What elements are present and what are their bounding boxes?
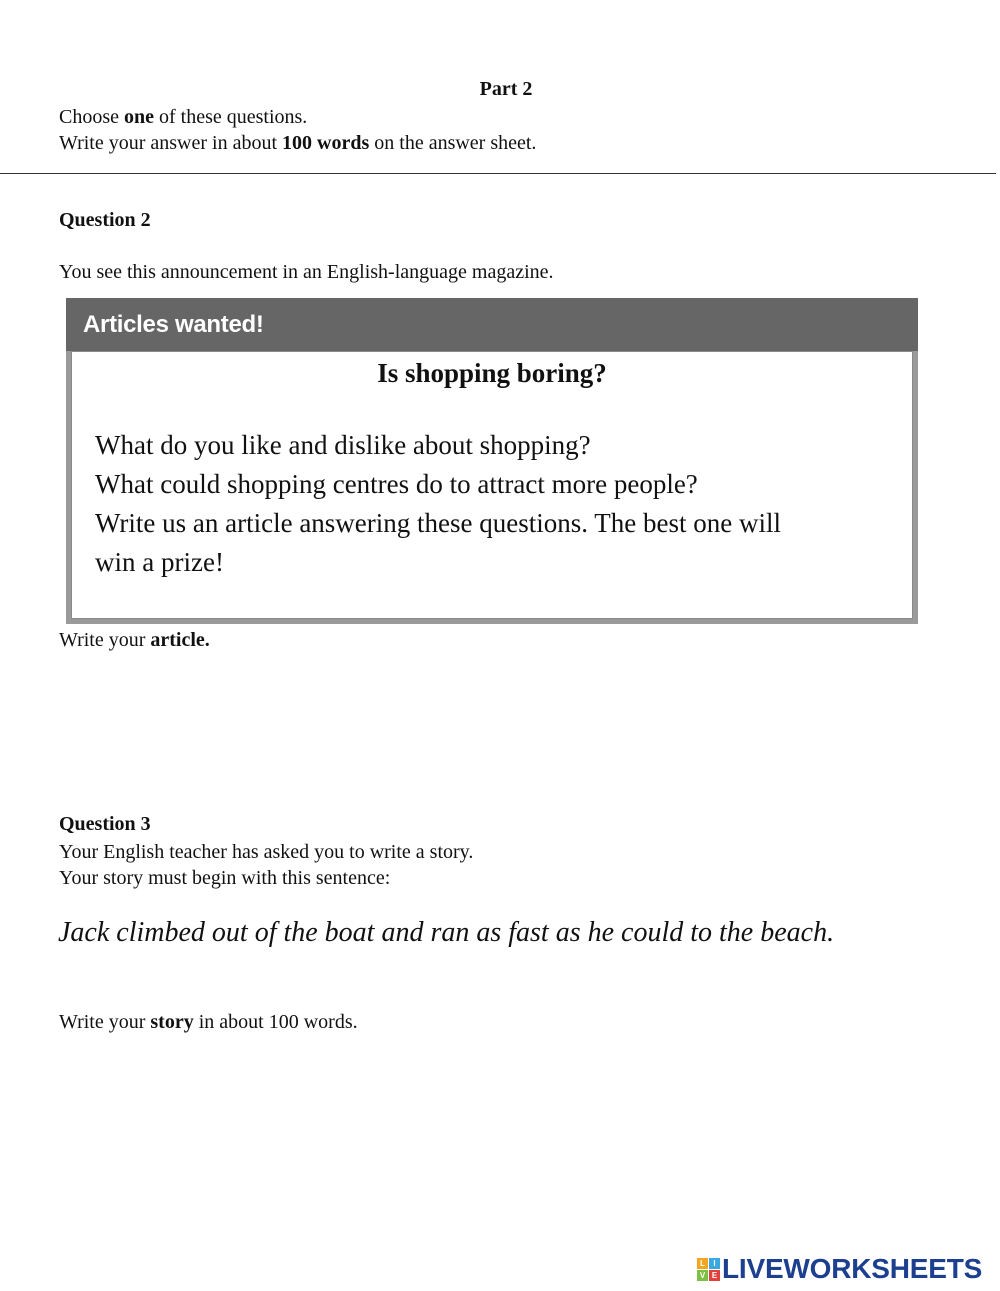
story-opening-sentence: Jack climbed out of the boat and ran as fast as he could to the beach.: [58, 917, 835, 948]
question-3-line-2: Your story must begin with this sentence:: [59, 867, 391, 889]
liveworksheets-logo: [697, 1252, 982, 1286]
instructions: [59, 104, 536, 156]
announcement-line: What could shopping centres do to attract more people?: [95, 469, 698, 499]
announcement-title: Is shopping boring?: [377, 358, 607, 388]
announcement-line: win a prize!: [95, 547, 224, 577]
announcement-header: [66, 298, 918, 351]
logo-block: I: [709, 1258, 720, 1269]
announcement-line: What do you like and dislike about shopping?: [95, 430, 591, 460]
announcement-box: [66, 298, 918, 624]
announcement-line: Write us an article answering these questions. The best one will: [95, 508, 781, 538]
logo-text: LIVEWORKSHEETS: [722, 1253, 983, 1284]
divider: [0, 173, 996, 174]
question-2-task: Write your article.: [59, 629, 210, 651]
logo-block: E: [709, 1270, 720, 1281]
question-3-heading: Question 3: [59, 813, 151, 835]
question-2-intro: You see this announcement in an English-language magazine.: [59, 261, 554, 283]
logo-blocks-icon: [697, 1258, 720, 1281]
announcement-header-text: Articles wanted!: [83, 311, 264, 338]
part-title: Part 2: [479, 78, 533, 100]
instruction-line-2: Write your answer in about 100 words on the answer sheet.: [59, 132, 537, 154]
logo-block: V: [697, 1270, 708, 1281]
question-2-heading: Question 2: [59, 209, 151, 231]
question-3-line-1: Your English teacher has asked you to write a story.: [59, 841, 474, 863]
question-3-task: Write your story in about 100 words.: [59, 1011, 358, 1033]
question-3-intro: [59, 839, 473, 891]
announcement-content: [71, 351, 913, 619]
logo-block: L: [697, 1258, 708, 1269]
instruction-line-1: Choose one of these questions.: [59, 106, 308, 128]
announcement-body: [95, 426, 781, 582]
